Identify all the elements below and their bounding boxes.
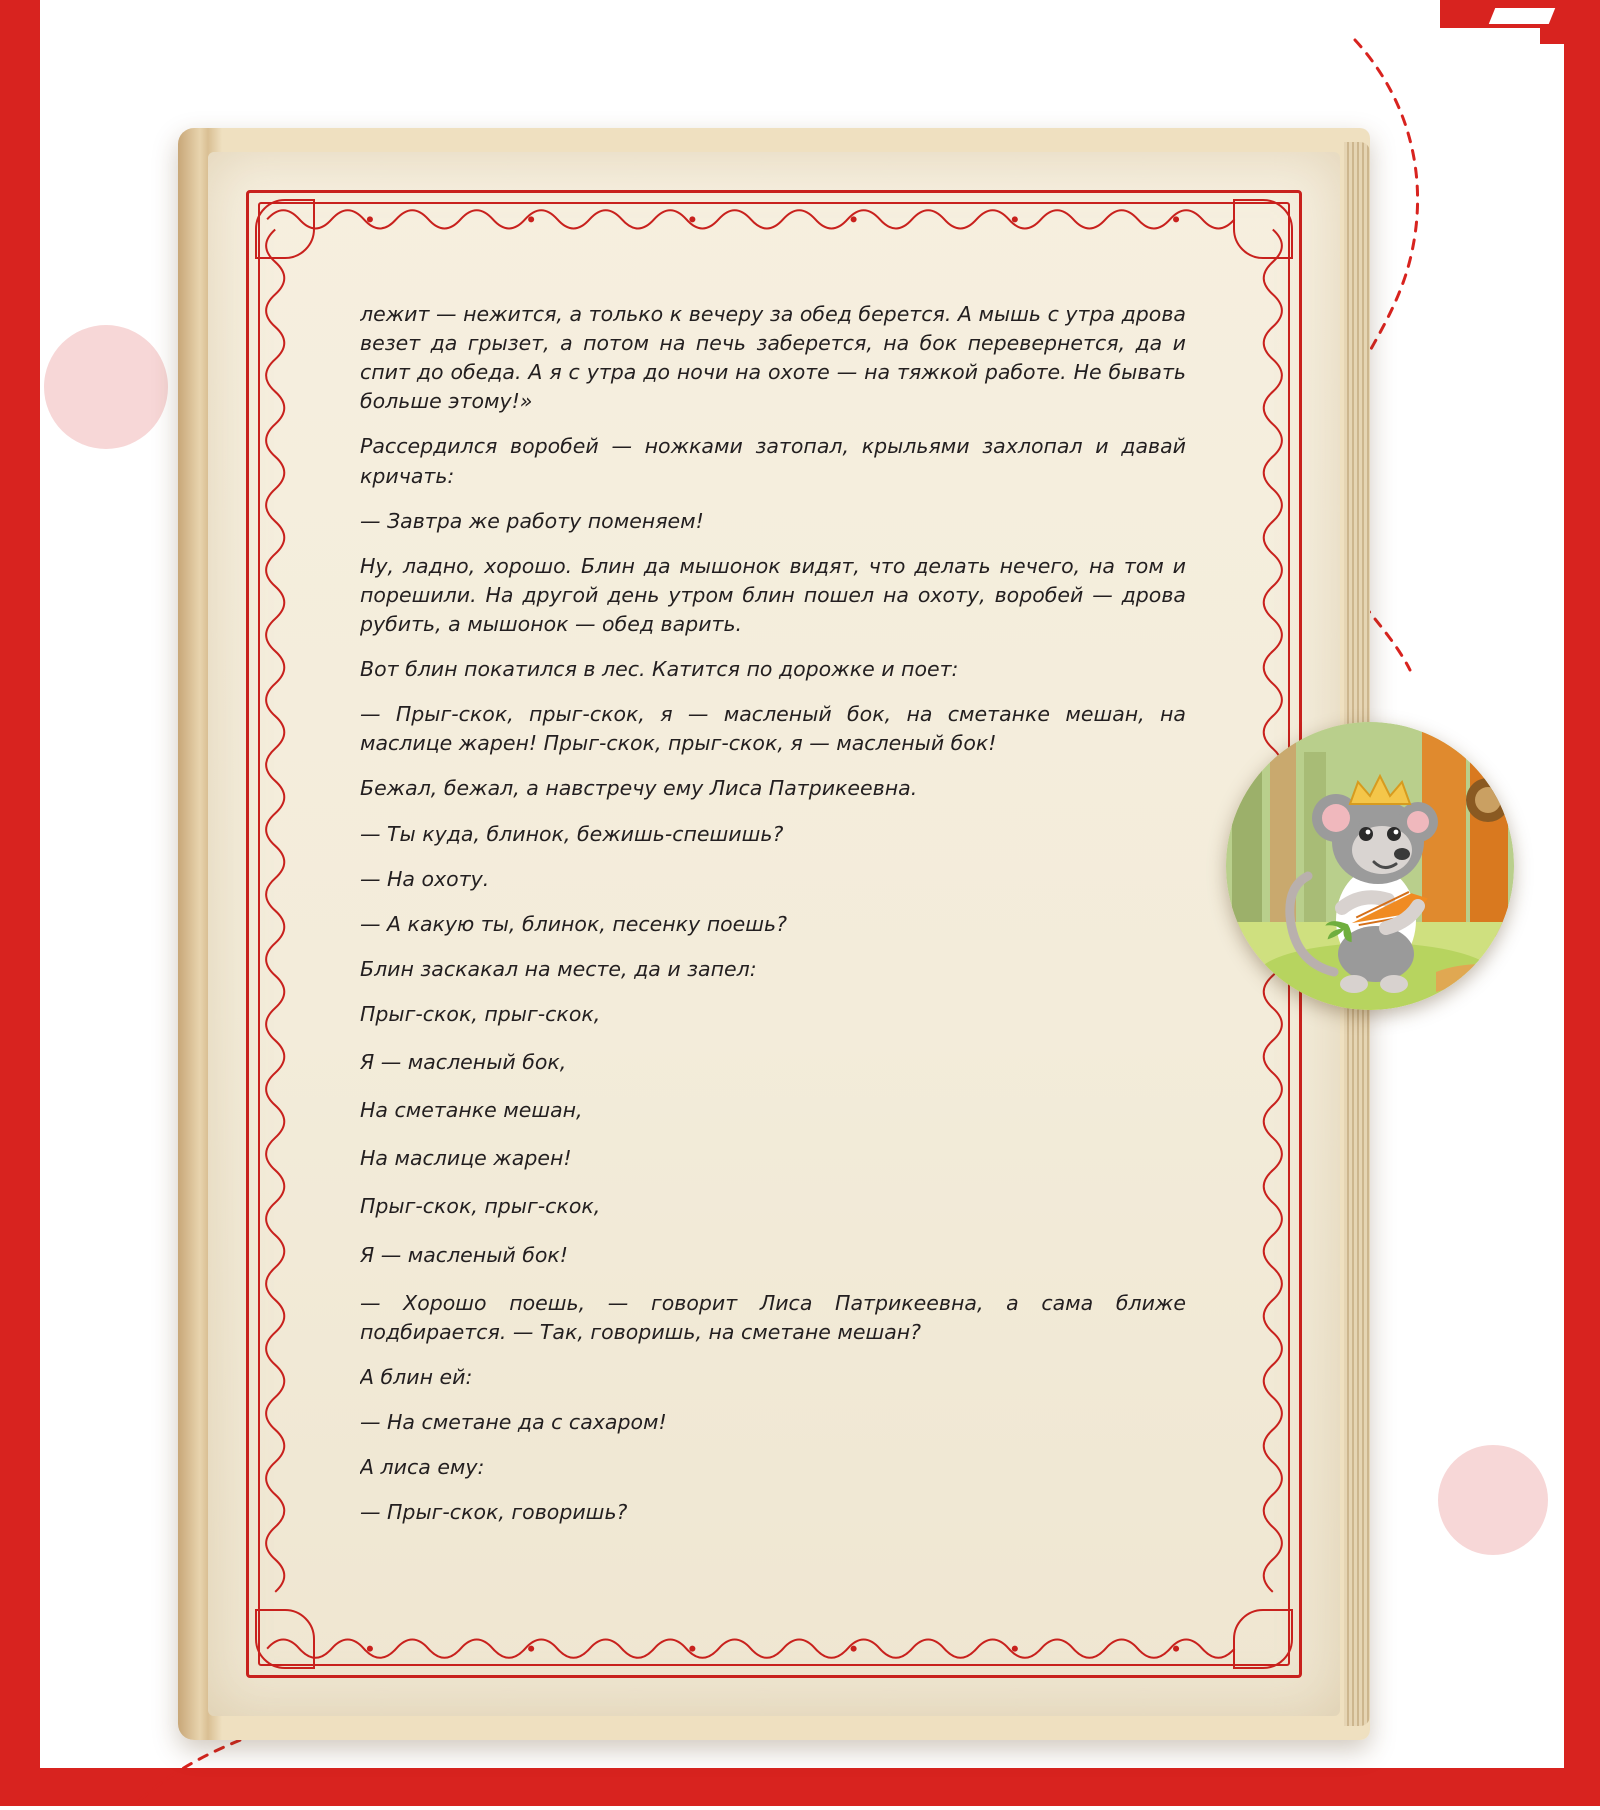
story-paragraph: — Ты куда, блинок, бежишь-спешишь? bbox=[360, 821, 784, 846]
story-paragraph: Рассердился воробей — ножками затопал, крыльями захлопал и давай кричать: bbox=[360, 434, 1186, 488]
mouse-with-carrot-illustration bbox=[1226, 722, 1514, 1010]
story-paragraph: — Завтра же работу поменяем! bbox=[360, 508, 704, 533]
story-paragraph: — Прыг-скок, говоришь? bbox=[360, 1500, 628, 1525]
story-paragraph: — На сметане да с сахаром! bbox=[360, 1409, 667, 1434]
decorative-dot-left bbox=[44, 325, 168, 449]
song-line: На сметанке мешан, bbox=[360, 1098, 583, 1123]
story-paragraph: Блин заскакал на месте, да и запел: bbox=[360, 956, 757, 981]
page-edge-bottom bbox=[0, 1768, 1600, 1806]
story-paragraph: Ну, ладно, хорошо. Блин да мышонок видят, что делать нечего, на том и порешили. На другой день утром блин пошел на охоту, воробей — дрова рубить, а мышонок — обед варить. bbox=[360, 553, 1186, 636]
song-line: Я — масленый бок, bbox=[360, 1050, 567, 1075]
story-paragraph: Бежал, бежал, а навстречу ему Лиса Патрикеевна. bbox=[360, 776, 918, 801]
song-line: На маслице жарен! bbox=[360, 1146, 572, 1171]
page-edge-right bbox=[1564, 0, 1600, 1806]
story-text-column bbox=[360, 300, 1186, 1596]
story-paragraph: — Хорошо поешь, — говорит Лиса Патрикеевна, а сама ближе подбирается. — Так, говоришь, на сметане мешан? bbox=[360, 1290, 1186, 1344]
song-line: Я — масленый бок! bbox=[360, 1242, 569, 1267]
song-line: Прыг-скок, прыг-скок, bbox=[360, 1194, 601, 1219]
story-paragraph: А блин ей: bbox=[360, 1364, 473, 1389]
storybook bbox=[178, 128, 1370, 1740]
story-paragraph: лежит — нежится, а только к вечеру за обед берется. А мышь с утра дрова везет да грызет, а потом на печь заберется, на бок перевернется, да и спит до обеда. А я с утра до ночи на охоте — на тяжкой работе. Не бывать больше этому!» bbox=[360, 302, 1186, 414]
story-paragraph: — Прыг-скок, прыг-скок, я — масленый бок, на сметанке мешан, на маслице жарен! Прыг-скок, прыг-скок, я — масленый бок! bbox=[360, 702, 1186, 756]
page-edge-left bbox=[0, 0, 40, 1806]
decorative-dot-right bbox=[1438, 1445, 1548, 1555]
story-paragraph: — А какую ты, блинок, песенку поешь? bbox=[360, 911, 787, 936]
song-line: Прыг-скок, прыг-скок, bbox=[360, 1001, 601, 1026]
story-paragraph: — На охоту. bbox=[360, 866, 490, 891]
book-page bbox=[208, 152, 1340, 1716]
story-paragraph: А лиса ему: bbox=[360, 1455, 485, 1480]
story-paragraph: Вот блин покатился в лес. Катится по дорожке и поет: bbox=[360, 657, 959, 682]
